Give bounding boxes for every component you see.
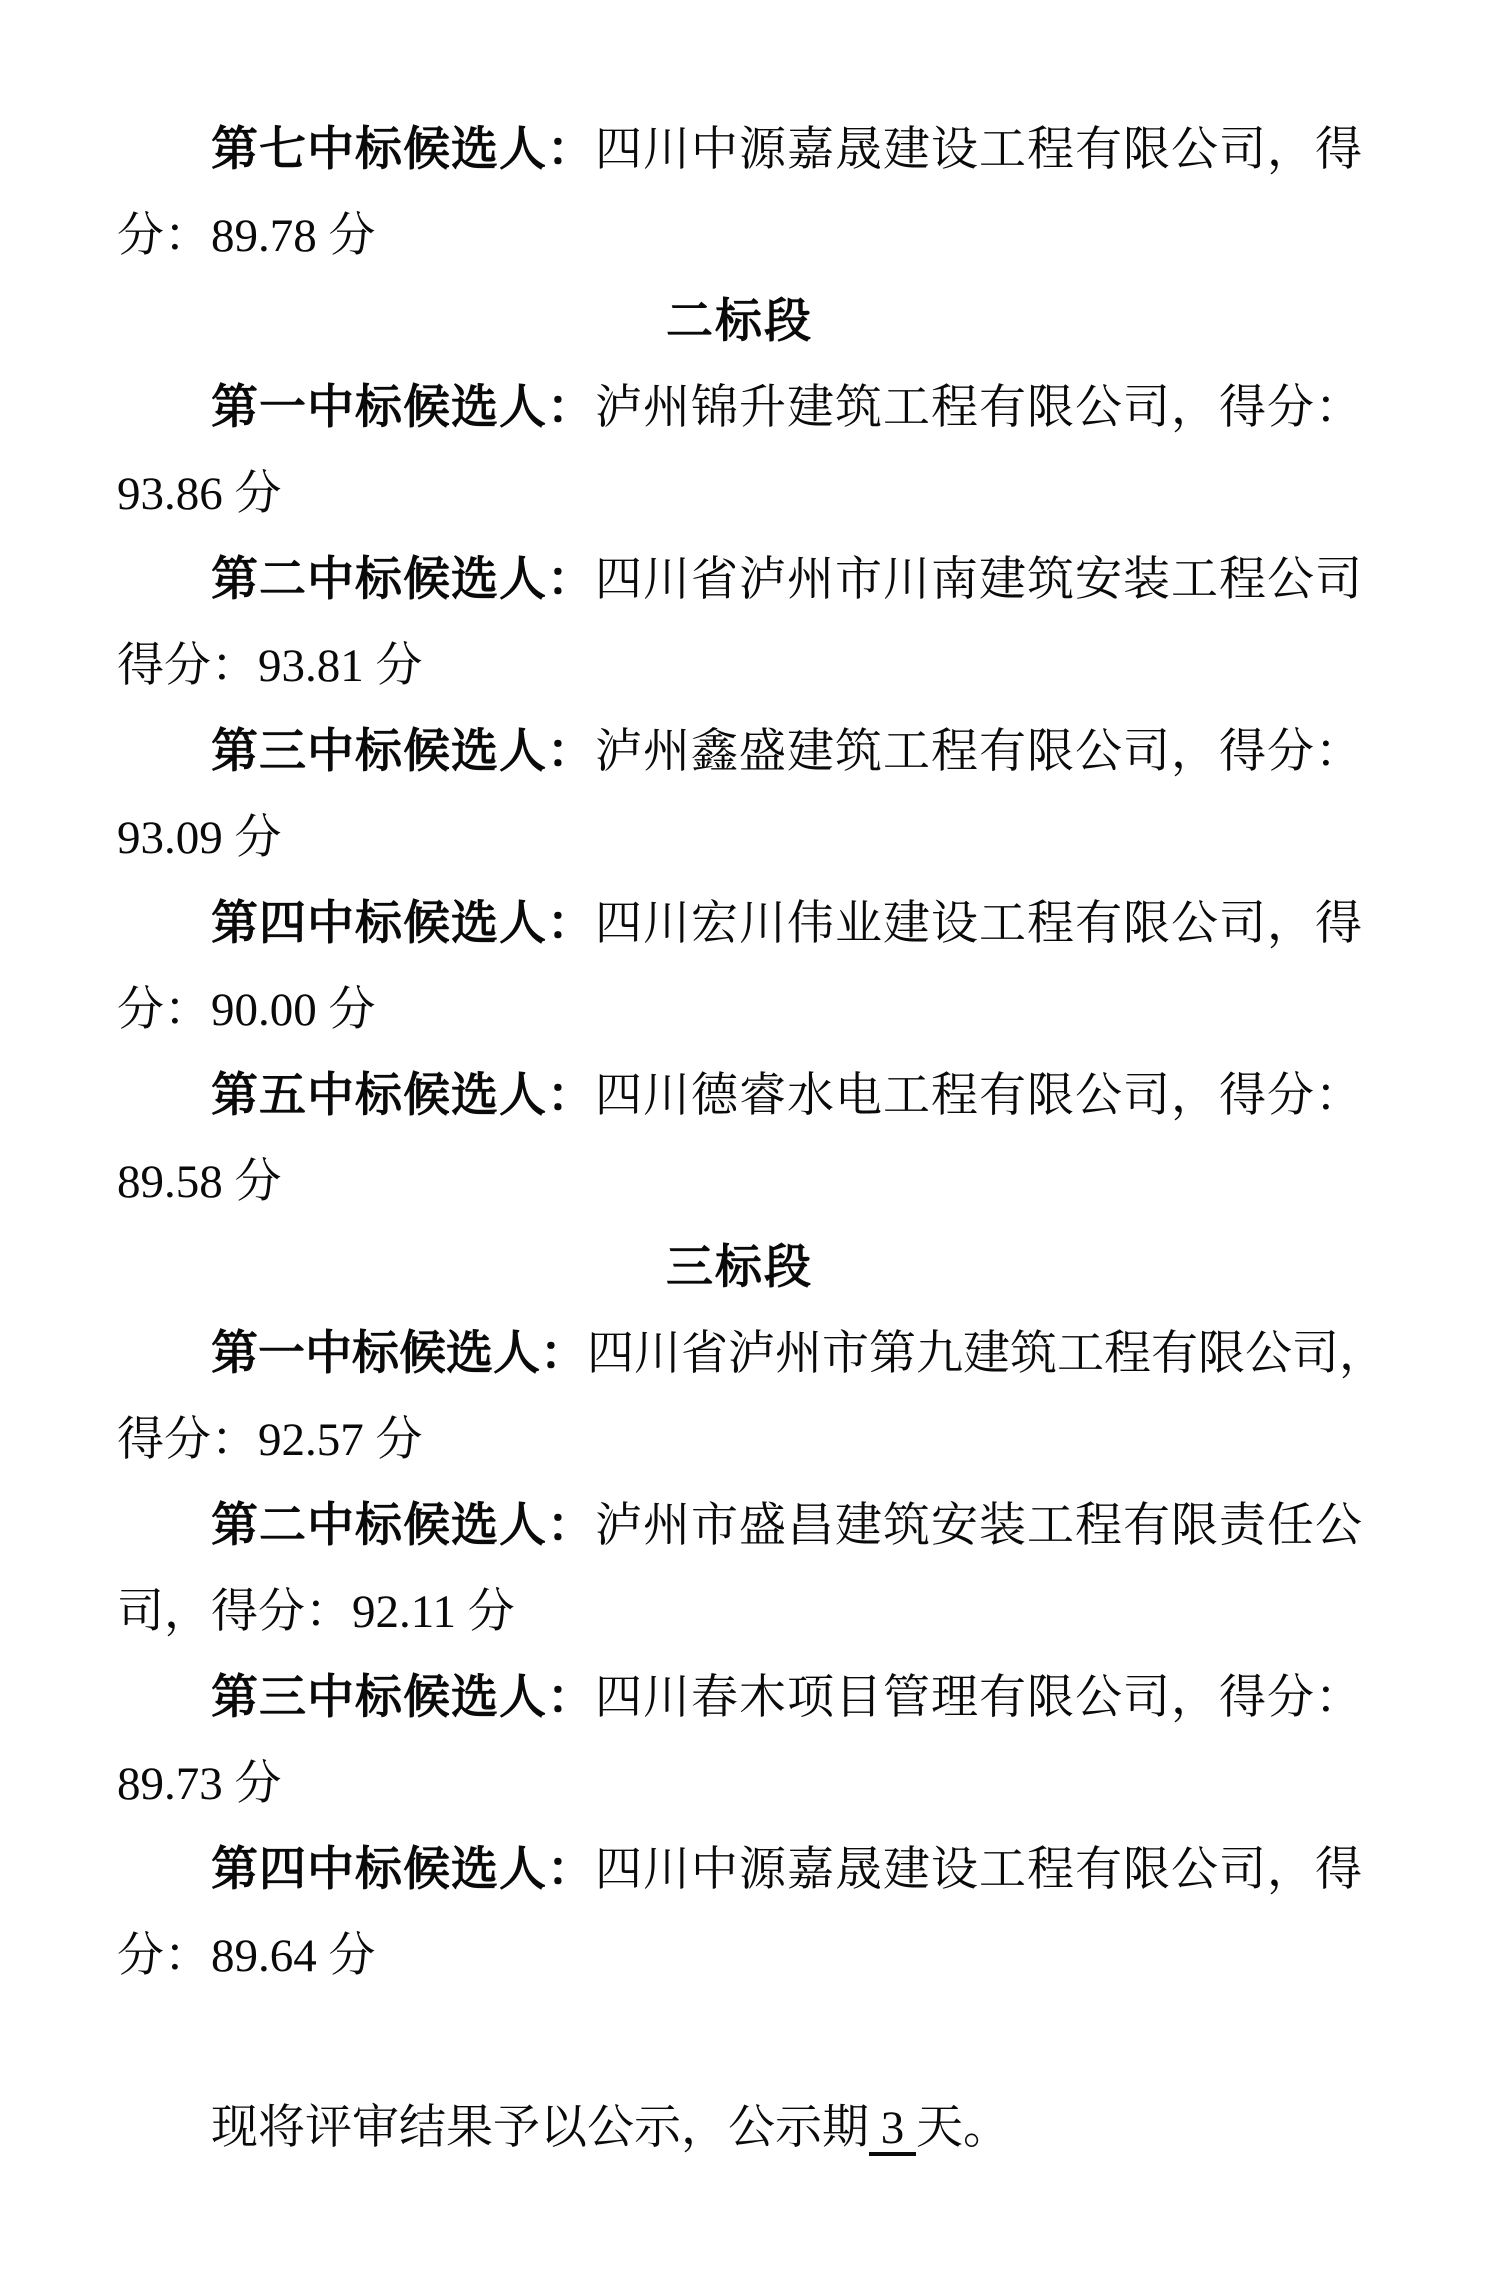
text-segment: 四川省泸州市川南建筑安装工程公司 <box>595 554 1362 606</box>
candidate-2-section2 <box>117 623 1362 709</box>
text-segment: 93.86 分 <box>117 468 282 520</box>
candidate-7-section1 <box>117 107 1362 193</box>
candidate-rank-label: 第二中标候选人： <box>211 554 595 606</box>
section-heading-3: 三标段 <box>666 1242 813 1294</box>
blank-line <box>117 1999 1362 2085</box>
candidate-1-section2 <box>117 451 1362 537</box>
text-segment: 泸州锦升建筑工程有限公司，得分： <box>595 382 1362 434</box>
text-segment: 四川宏川伟业建设工程有限公司，得 <box>595 898 1362 950</box>
text-segment: 分：89.64 分 <box>117 1930 376 1982</box>
text-segment: 分：89.78 分 <box>117 210 376 262</box>
candidate-1-section3 <box>117 1311 1386 1397</box>
closing-note <box>117 2085 1362 2171</box>
text-segment: 四川中源嘉晟建设工程有限公司，得 <box>595 1844 1362 1896</box>
candidate-4-section2 <box>117 881 1362 967</box>
candidate-4-section3 <box>117 1827 1362 1913</box>
text-segment: 泸州鑫盛建筑工程有限公司，得分： <box>595 726 1362 778</box>
candidate-rank-label: 第三中标候选人： <box>211 726 595 778</box>
text-segment: 分：90.00 分 <box>117 984 376 1036</box>
candidate-rank-label: 第三中标候选人： <box>211 1672 595 1724</box>
section-heading-2: 二标段 <box>666 296 813 348</box>
candidate-5-section2 <box>117 1053 1362 1139</box>
candidate-1-section3 <box>117 1397 1362 1483</box>
text-segment: 89.58 分 <box>117 1156 282 1208</box>
text-segment: 四川中源嘉晟建设工程有限公司，得 <box>595 124 1362 176</box>
candidate-1-section2 <box>117 365 1362 451</box>
candidate-5-section2 <box>117 1139 1362 1225</box>
candidate-rank-label: 第五中标候选人： <box>211 1070 595 1122</box>
text-segment: 司，得分：92.11 分 <box>117 1586 515 1638</box>
candidate-4-section3 <box>117 1913 1362 1999</box>
text-segment: 89.73 分 <box>117 1758 282 1810</box>
text-segment: 四川德睿水电工程有限公司，得分： <box>595 1070 1362 1122</box>
text-segment: 现将评审结果予以公示，公示期 <box>211 2102 869 2154</box>
text-segment: 四川春木项目管理有限公司，得分： <box>595 1672 1362 1724</box>
candidate-rank-label: 第一中标候选人： <box>211 1328 587 1380</box>
candidate-rank-label: 第一中标候选人： <box>211 382 595 434</box>
candidate-3-section2 <box>117 795 1362 881</box>
candidate-rank-label: 第四中标候选人： <box>211 1844 595 1896</box>
underlined-publicity-days: 3 <box>869 2102 916 2154</box>
candidate-4-section2 <box>117 967 1362 1053</box>
candidate-rank-label: 第四中标候选人： <box>211 898 595 950</box>
document-content <box>117 107 1386 2171</box>
candidate-rank-label: 第二中标候选人： <box>211 1500 595 1552</box>
text-segment: 得分：92.57 分 <box>117 1414 423 1466</box>
candidate-3-section3 <box>117 1655 1362 1741</box>
candidate-2-section2 <box>117 537 1362 623</box>
candidate-2-section3 <box>117 1569 1362 1655</box>
text-segment: 93.09 分 <box>117 812 282 864</box>
candidate-2-section3 <box>117 1483 1362 1569</box>
candidate-rank-label: 第七中标候选人： <box>211 124 595 176</box>
candidate-3-section2 <box>117 709 1362 795</box>
text-segment: 天。 <box>916 2102 1010 2154</box>
candidate-3-section3 <box>117 1741 1362 1827</box>
candidate-7-section1 <box>117 193 1362 279</box>
text-segment: 泸州市盛昌建筑安装工程有限责任公 <box>595 1500 1362 1552</box>
text-segment: 四川省泸州市第九建筑工程有限公司， <box>587 1328 1386 1380</box>
text-segment: 得分：93.81 分 <box>117 640 423 692</box>
